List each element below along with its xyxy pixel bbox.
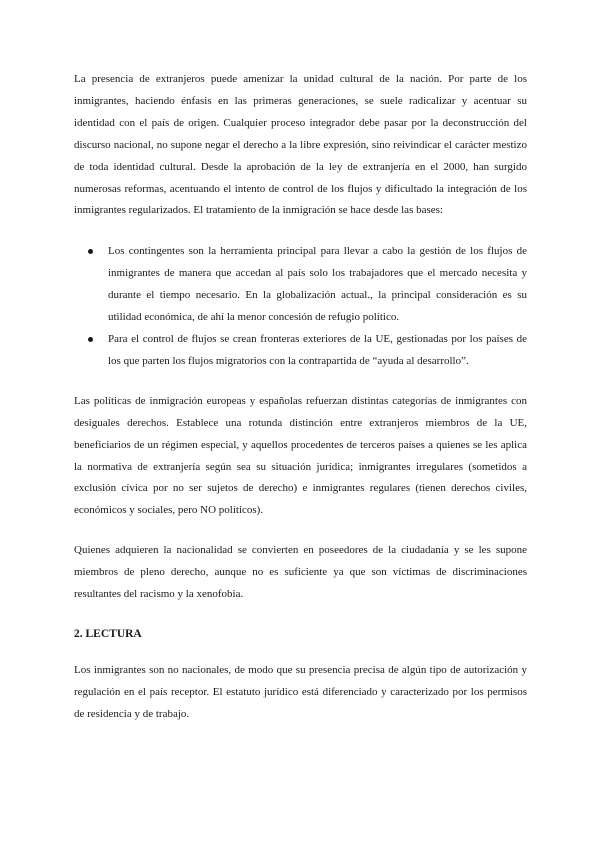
list-item xyxy=(74,241,527,329)
paragraph-policies: Las políticas de inmigración europeas y españolas refuerzan distintas categorías de inmigrantes con desiguales derechos. Establece una rotunda distinción entre extranjeros miembros de la UE, beneficiarios de un régimen especial, y aquellos procedentes de terceros países a quienes se les aplica la normativa de extranjería según sea su situación jurídica; inmigrantes irregulares (sometidos a exclusión cívica por no ser sujetos de derecho) e inmigrantes regulares (tienen derechos civiles, económicos y sociales, pero NO políticos). xyxy=(74,394,527,517)
document-body xyxy=(74,69,527,726)
paragraph-nationality: Quienes adquieren la nacionalidad se convierten en poseedores de la ciudadanía y se les supone miembros de pleno derecho, aunque no es suficiente ya que son víctimas de discriminaciones resultantes del racismo y la xenofobia. xyxy=(74,544,527,601)
list-item xyxy=(74,329,527,373)
list-item-text: Para el control de flujos se crean fronteras exteriores de la UE, gestionadas por los países de los que parten los flujos migratorios con la contrapartida de “ayuda al desarrollo”. xyxy=(108,332,527,367)
bullet-list xyxy=(74,241,527,372)
paragraph-intro: La presencia de extranjeros puede amenizar la unidad cultural de la nación. Por parte de los inmigrantes, haciendo énfasis en las primeras generaciones, se suele radicalizar y acentuar su identidad con el país de origen. Cualquier proceso integrador debe pasar por la deconstrucción del discurso nacional, no supone negar el derecho a la libre expresión, sino reivindicar el carácter mestizo de toda identidad cultural. Desde la aprobación de la ley de extranjería en el 2000, han surgido numerosas reformas, acentuando el intento de control de los flujos y dificultado la integración de los inmigrantes regularizados. El tratamiento de la inmigración se hace desde las bases: xyxy=(74,73,527,217)
section-heading: 2. LECTURA xyxy=(74,627,142,640)
list-item-text: Los contingentes son la herramienta principal para llevar a cabo la gestión de los flujos de inmigrantes de manera que accedan al país solo los trabajadores que el mercado necesita y durante el tiempo necesario. En la globalización actual., la principal consideración es su utilidad económica, de ahí la menor concesión de refugio político. xyxy=(108,245,527,324)
bullet-icon xyxy=(88,337,93,342)
bullet-icon xyxy=(88,249,93,254)
paragraph-lectura: Los inmigrantes son no nacionales, de modo que su presencia precisa de algún tipo de autorización y regulación en el país receptor. El estatuto jurídico está diferenciado y caracterizado por los permisos de residencia y de trabajo. xyxy=(74,663,527,720)
